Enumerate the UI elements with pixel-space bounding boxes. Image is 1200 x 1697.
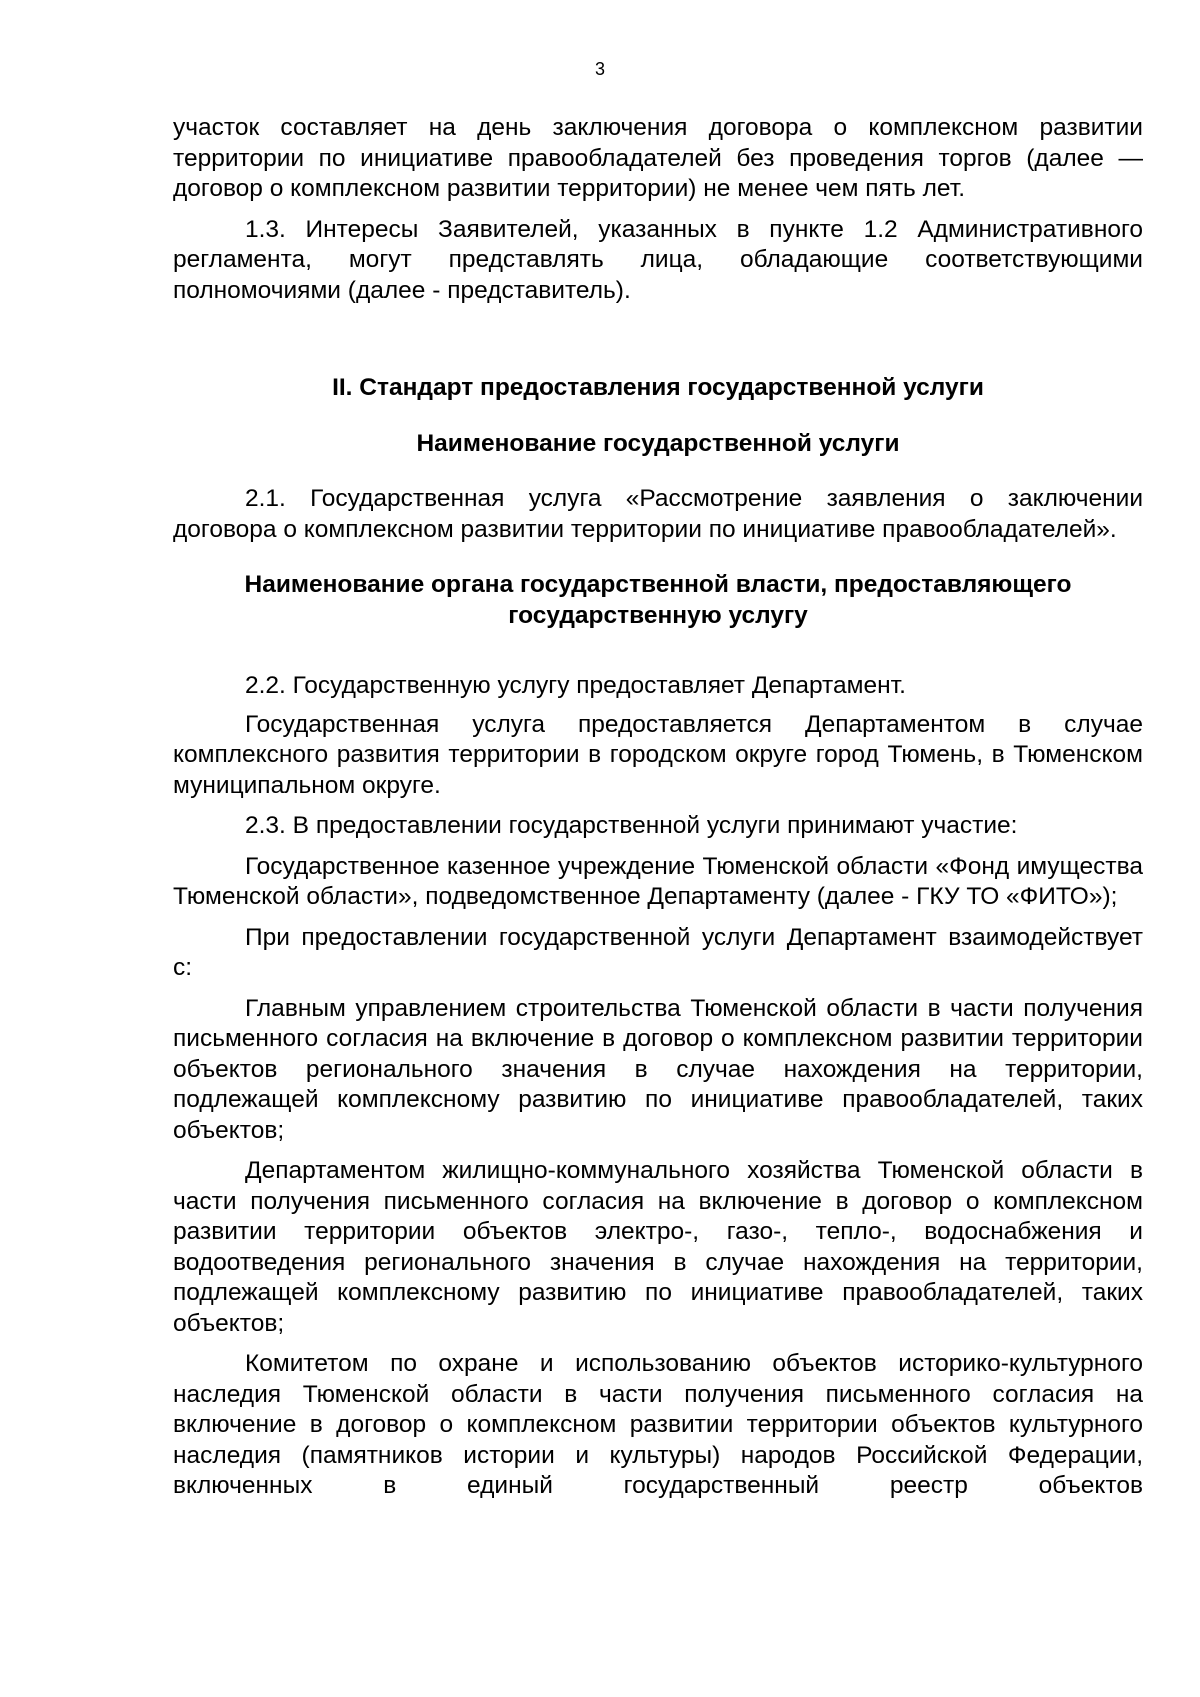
paragraph-2-1: 2.1. Государственная услуга «Рассмотрение заявления о заключении договора о комплексном развитии территории по инициативе правообладателей». <box>173 485 1143 543</box>
paragraph-service-provided: Государственная услуга предоставляется Департаментом в случае комплексного развития территории в городском округе город Тюмень, в Тюменском муниципальном округе. <box>173 710 1143 799</box>
paragraph-housing-dept: Департаментом жилищно-коммунального хозяйства Тюменской области в части получения письменного согласия на включение в договор о комплексном развитии территории объектов электро-, газо-, тепло-, водоснабжения и водоотведения регионального значения в случае нахождения на территории, подлежащей комплексному развитию по инициативе правообладателей, таких объектов; <box>173 1157 1143 1337</box>
page-number: 3 <box>594 59 605 79</box>
subheading-authority-line1: Наименование органа государственной власти, предоставляющего <box>244 571 1072 598</box>
paragraph-1-3: 1.3. Интересы Заявителей, указанных в пункте 1.2 Административного регламента, могут представлять лица, обладающие соответствующими полномочиями (далее - представитель). <box>173 215 1143 304</box>
subheading-authority <box>173 570 1143 631</box>
paragraph-interaction: При предоставлении государственной услуги Департамент взаимодействует с: <box>173 923 1143 981</box>
paragraph-gku-fito: Государственное казенное учреждение Тюменской области «Фонд имущества Тюменской области», подведомственное Департаменту (далее - ГКУ ТО «ФИТО»); <box>173 852 1143 910</box>
subheading-authority-line2: государственную услугу <box>508 601 808 629</box>
document-body <box>173 113 1143 1512</box>
subheading-service-name: Наименование государственной услуги <box>416 429 900 457</box>
paragraph-construction-dept: Главным управлением строительства Тюменской области в части получения письменного согласия на включение в договор о комплексном развитии территории объектов регионального значения в случае нахождения на территории, подлежащей комплексному развитию по инициативе правообладателей, таких объектов; <box>173 994 1143 1144</box>
paragraph-continuation: участок составляет на день заключения договора о комплексном развитии территории по инициативе правообладателей без проведения торгов (далее — договор о комплексном развитии территории) не менее чем пять лет. <box>173 114 1143 202</box>
paragraph-2-2: 2.2. Государственную услугу предоставляет Департамент. <box>245 672 906 699</box>
section-heading-standard: II. Стандарт предоставления государственной услуги <box>332 374 984 401</box>
paragraph-2-3: 2.3. В предоставлении государственной услуги принимают участие: <box>245 812 1018 839</box>
paragraph-heritage-committee: Комитетом по охране и использованию объектов историко-культурного наследия Тюменской области в части получения письменного согласия на включение в договор о комплексном развитии территории объектов культурного наследия (памятников истории и культуры) народов Российской Федерации, включенных в единый государственный реестр объектов <box>173 1350 1143 1499</box>
